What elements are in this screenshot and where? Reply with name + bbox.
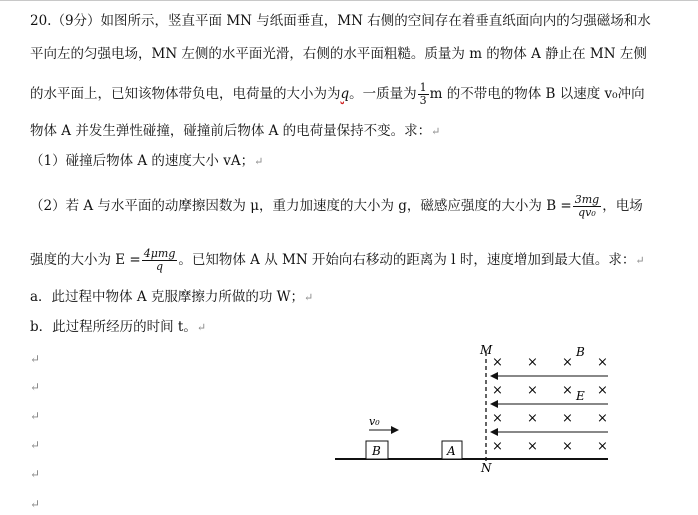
- fraction-B-den: qv₀: [578, 206, 596, 219]
- paragraph-mark: ↵: [30, 467, 41, 481]
- magnetic-field-cross: ×: [492, 383, 503, 398]
- line6-text-b: 。已知物体 A 从 MN 开始向右移动的距离为 l 时，速度增加到最大值。求：: [178, 252, 636, 268]
- magnetic-field-cross: ×: [527, 355, 538, 370]
- magnetic-field-cross: ×: [527, 383, 538, 398]
- problem-line-2: 平向左的匀强电场，MN 左侧的水平面光滑，右侧的水平面粗糙。质量为 m 的物体 A 静止在 MN 左侧: [30, 46, 647, 62]
- magnetic-field-cross: ×: [597, 411, 608, 426]
- magnetic-field-cross: ×: [562, 439, 573, 454]
- question-2-text-b: ，电场: [602, 198, 643, 214]
- problem-line-1: 20.（9分）如图所示，竖直平面 MN 与纸面垂直，MN 右侧的空间存在着垂直纸面向内的匀强磁场和水: [30, 13, 651, 29]
- charge-q: q: [340, 86, 350, 102]
- fraction-E-num: 4μmg: [143, 247, 176, 260]
- block-A-label: A: [447, 444, 456, 458]
- paragraph-mark: ↵: [30, 380, 41, 394]
- paragraph-mark: ↵: [30, 438, 41, 452]
- fraction-E-den: q: [156, 260, 164, 273]
- magnetic-field-cross: ×: [562, 411, 573, 426]
- paragraph-mark: ↵: [304, 291, 314, 304]
- magnetic-field-cross: ×: [562, 355, 573, 370]
- label-N: N: [481, 461, 492, 475]
- question-a-text: a．此过程中物体 A 克服摩擦力所做的功 W；: [30, 289, 305, 305]
- magnetic-field-cross: ×: [527, 411, 538, 426]
- magnetic-field-cross: ×: [492, 439, 503, 454]
- question-1-text: （1）碰撞后物体 A 的速度大小 vA；: [30, 153, 255, 169]
- paragraph-mark: ↵: [30, 497, 41, 511]
- magnetic-field-cross: ×: [562, 383, 573, 398]
- paragraph-mark: ↵: [431, 125, 441, 138]
- magnetic-field-cross: ×: [597, 355, 608, 370]
- magnetic-field-cross: ×: [492, 355, 503, 370]
- line3-text-c: m 的不带电的物体 B 以速度 v₀冲向: [429, 86, 645, 102]
- paragraph-mark: ↵: [30, 352, 41, 366]
- magnetic-field-cross: ×: [597, 383, 608, 398]
- fraction-one-third-den: 3: [419, 94, 427, 107]
- fraction-one-third-num: 1: [419, 81, 427, 94]
- paragraph-mark: ↵: [635, 254, 645, 267]
- label-M: M: [480, 343, 493, 357]
- line6-text-a: 强度的大小为 E =: [30, 252, 141, 268]
- paragraph-mark: ↵: [254, 155, 264, 168]
- magnetic-field-cross: ×: [597, 439, 608, 454]
- block-B-label: B: [372, 444, 381, 458]
- line3-text-a: 的水平面上，已知该物体带负电，电荷量的大小为为: [30, 86, 341, 102]
- line3-text-b: 。一质量为: [349, 86, 417, 102]
- line4-text: 物体 A 并发生弹性碰撞，碰撞前后物体 A 的电荷量保持不变。求：: [30, 123, 432, 139]
- magnetic-field-cross: ×: [527, 439, 538, 454]
- magnetic-field-cross: ×: [492, 411, 503, 426]
- label-E-field: E: [576, 389, 585, 403]
- question-b-text: b．此过程所经历的时间 t。: [30, 319, 197, 335]
- label-v0: v₀: [369, 415, 380, 428]
- fraction-B-num: 3mg: [574, 193, 600, 206]
- paragraph-mark: ↵: [30, 409, 41, 423]
- question-2-text-a: （2）若 A 与水平面的动摩擦因数为 μ，重力加速度的大小为 g，磁感应强度的大小为 B =: [30, 198, 572, 214]
- paragraph-mark: ↵: [196, 321, 207, 334]
- label-B-field: B: [576, 345, 585, 359]
